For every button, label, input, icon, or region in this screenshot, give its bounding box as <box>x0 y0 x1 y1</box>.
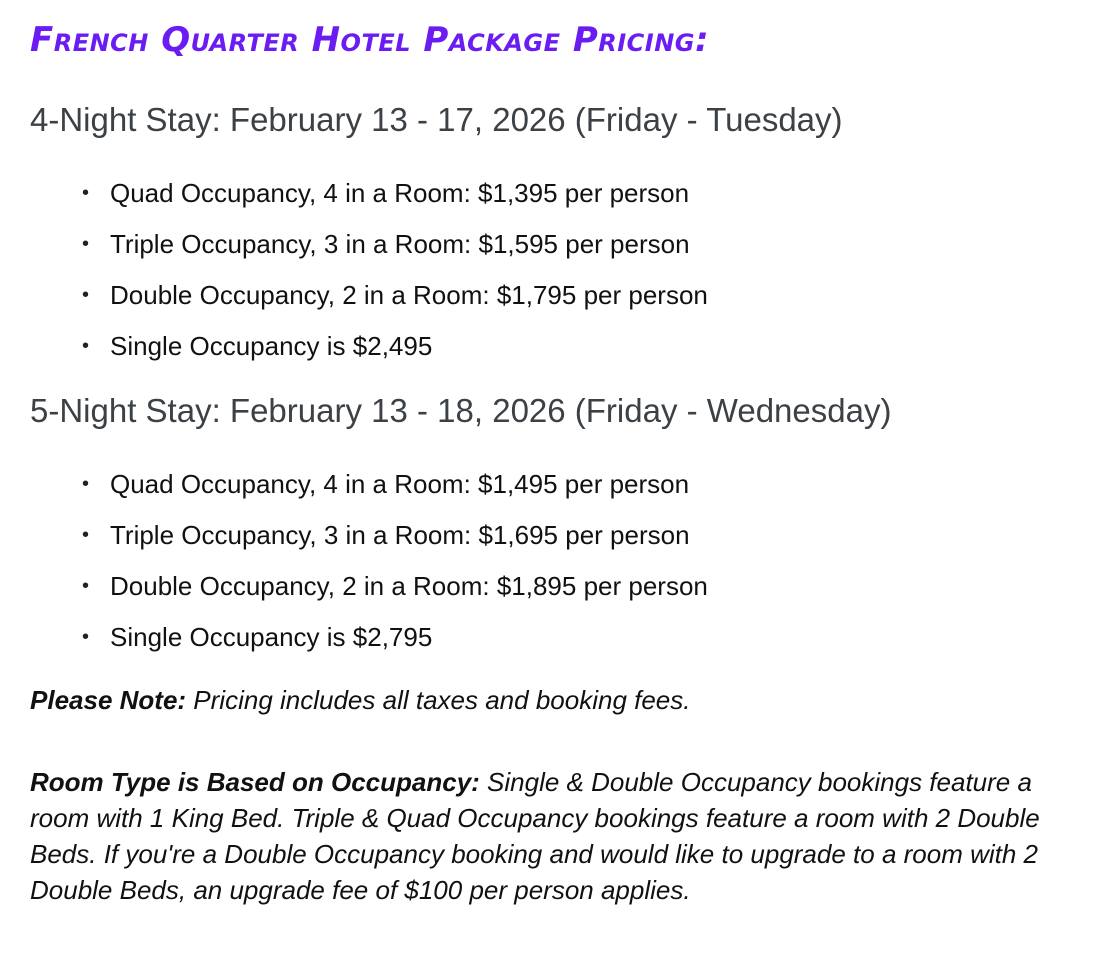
please-note <box>30 682 1070 718</box>
bullet-icon: • <box>82 524 90 546</box>
list-item-text: Double Occupancy, 2 in a Room: $1,795 per person <box>110 280 708 310</box>
bullet-icon: • <box>82 182 90 204</box>
list-item <box>82 278 1070 312</box>
list-item-text: Double Occupancy, 2 in a Room: $1,895 per person <box>110 571 708 601</box>
list-item <box>82 329 1070 363</box>
list-item-text: Single Occupancy is $2,495 <box>110 331 433 361</box>
page-title: French Quarter Hotel Package Pricing: <box>30 20 710 60</box>
list-item-text: Triple Occupancy, 3 in a Room: $1,595 per person <box>110 229 690 259</box>
bullet-icon: • <box>82 473 90 495</box>
room-type-label: Room Type is Based on Occupancy: <box>30 767 480 797</box>
list-item-text: Quad Occupancy, 4 in a Room: $1,395 per person <box>110 178 690 208</box>
bullet-icon: • <box>82 335 90 357</box>
list-item <box>82 569 1070 603</box>
room-type-text: Single & Double Occupancy bookings feature a room with 1 King Bed. Triple & Quad Occupancy bookings feature a room with 2 Double Beds. If you're a Double Occupancy booking and would like to upgrade to a room with 2 Double Beds, an upgrade fee of $100 per person applies. <box>30 767 1040 905</box>
list-item <box>82 467 1070 501</box>
list-item <box>82 227 1070 261</box>
list-item-text: Quad Occupancy, 4 in a Room: $1,495 per person <box>110 469 690 499</box>
list-item-text: Triple Occupancy, 3 in a Room: $1,695 per person <box>110 520 690 550</box>
list-item <box>82 620 1070 654</box>
price-list-5-night <box>30 467 1070 654</box>
bullet-icon: • <box>82 575 90 597</box>
bullet-icon: • <box>82 233 90 255</box>
pricing-content <box>30 0 1070 908</box>
list-item <box>82 176 1070 210</box>
price-list-4-night <box>30 176 1070 363</box>
please-note-text: Pricing includes all taxes and booking fees. <box>186 685 691 715</box>
list-item <box>82 518 1070 552</box>
bullet-icon: • <box>82 284 90 306</box>
please-note-label: Please Note: <box>30 685 187 715</box>
bullet-icon: • <box>82 626 90 648</box>
list-item-text: Single Occupancy is $2,795 <box>110 622 433 652</box>
room-type-note <box>30 764 1066 908</box>
stay-heading-4-night: 4-Night Stay: February 13 - 17, 2026 (Friday - Tuesday) <box>30 101 843 138</box>
stay-heading-5-night: 5-Night Stay: February 13 - 18, 2026 (Friday - Wednesday) <box>30 392 892 429</box>
